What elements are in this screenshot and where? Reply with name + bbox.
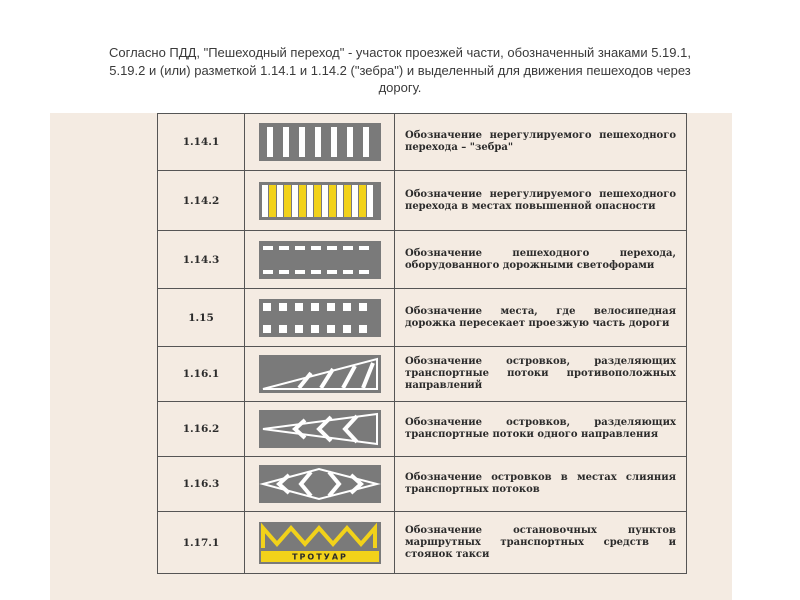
table-row — [158, 231, 687, 289]
road-markings-table — [157, 113, 687, 574]
zebra-crossing-marking-icon — [259, 123, 381, 161]
table-row — [158, 171, 687, 231]
table-row — [158, 512, 687, 574]
marking-description: Обозначение островков, разделяющих транспортные потоки одного направления — [395, 402, 687, 457]
marking-code: 1.16.1 — [158, 347, 245, 402]
marking-description: Обозначение островков в местах слияния транспортных потоков — [395, 457, 687, 512]
bicycle-path-crossing-marking-icon — [259, 299, 381, 337]
yellow-white-zebra-marking-icon — [259, 182, 381, 220]
marking-code: 1.16.2 — [158, 402, 245, 457]
marking-code: 1.14.2 — [158, 171, 245, 231]
island-same-direction-marking-icon — [259, 410, 381, 448]
caption-line-3: дорогу. — [378, 80, 422, 95]
caption — [40, 44, 760, 97]
table-row — [158, 114, 687, 171]
marking-description: Обозначение остановочных пунктов маршрутных транспортных средств и стоянок такси — [395, 512, 687, 574]
table-row — [158, 347, 687, 402]
island-opposite-flows-marking-icon — [259, 355, 381, 393]
island-merging-flows-marking-icon — [259, 465, 381, 503]
caption-line-1: Согласно ПДД, "Пешеходный переход" - участок проезжей части, обозначенный знаками 5.19.1, — [109, 45, 691, 60]
table-row — [158, 289, 687, 347]
marking-description: Обозначение островков, разделяющих транспортные потоки противоположных направлений — [395, 347, 687, 402]
marking-code: 1.17.1 — [158, 512, 245, 574]
dashed-crossing-marking-icon — [259, 241, 381, 279]
table-row — [158, 457, 687, 512]
marking-code: 1.15 — [158, 289, 245, 347]
sidewalk-label: ТРОТУАР — [291, 552, 348, 561]
marking-code: 1.14.1 — [158, 114, 245, 171]
marking-description: Обозначение пешеходного перехода, оборудованного дорожными светофорами — [395, 231, 687, 289]
marking-description: Обозначение нерегулируемого пешеходного перехода – "зебра" — [395, 114, 687, 171]
marking-code: 1.14.3 — [158, 231, 245, 289]
marking-description: Обозначение нерегулируемого пешеходного перехода в местах повышенной опасности — [395, 171, 687, 231]
bus-stop-marking-icon — [259, 522, 381, 564]
table-row — [158, 402, 687, 457]
caption-line-2: 5.19.2 и (или) разметкой 1.14.1 и 1.14.2 ("зебра") и выделенный для движения пешеходов через — [109, 62, 691, 78]
marking-description: Обозначение места, где велосипедная дорожка пересекает проезжую часть дороги — [395, 289, 687, 347]
marking-code: 1.16.3 — [158, 457, 245, 512]
